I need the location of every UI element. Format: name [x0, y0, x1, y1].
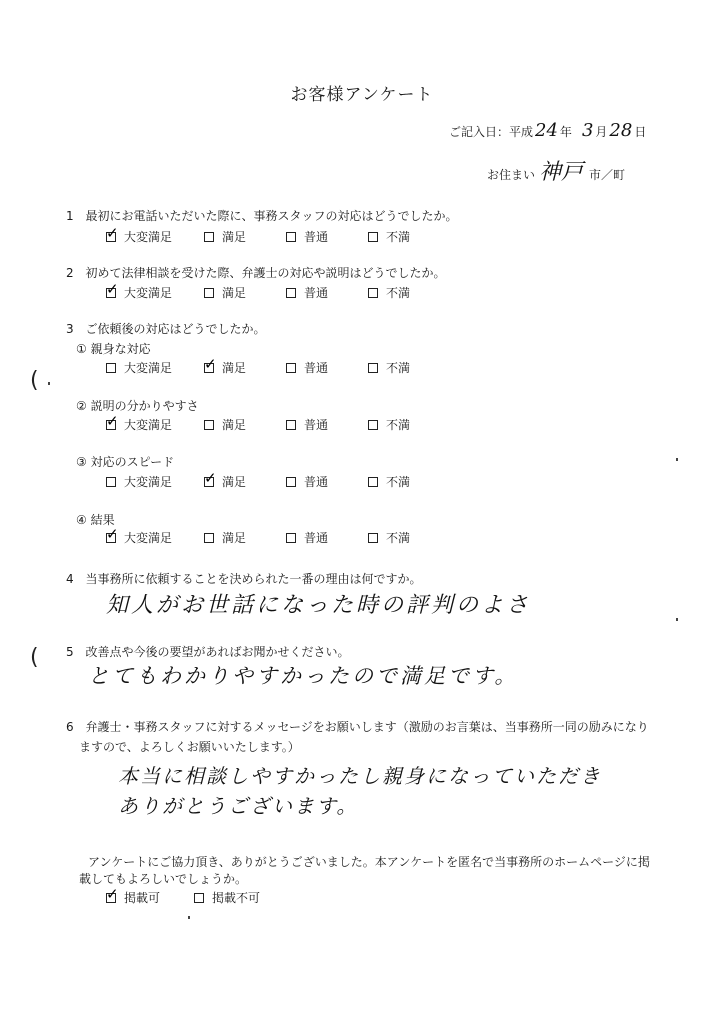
question-4 [66, 570, 421, 587]
checkbox-checked-icon[interactable] [106, 533, 116, 543]
entry-date-year-unit: 年 [559, 125, 572, 139]
option-label: 満足 [222, 531, 247, 545]
scan-speck [676, 458, 678, 461]
option-label: 大変満足 [124, 361, 173, 375]
option-label: 不満 [386, 230, 411, 244]
question-4-number: 4 [66, 572, 74, 586]
question-6-number: 6 [66, 720, 74, 734]
q1-option-very-satisfied[interactable] [106, 228, 182, 245]
option-label: 普通 [304, 418, 329, 432]
option-label: 大変満足 [124, 286, 173, 300]
question-6-answer-line1[interactable]: 本当に相談しやすかったし親身になっていただき [118, 764, 602, 788]
question-6-answer-line2[interactable]: ありがとうございます。 [118, 794, 359, 818]
option-label: 不満 [386, 531, 411, 545]
option-label: 普通 [304, 531, 329, 545]
checkbox-icon[interactable] [286, 420, 296, 430]
checkbox-icon[interactable] [194, 893, 204, 903]
option-label: 満足 [222, 230, 247, 244]
entry-date [449, 120, 646, 141]
question-1 [66, 207, 457, 224]
q3-sub2-option-dissatisfied[interactable] [368, 416, 428, 433]
question-2 [66, 264, 445, 281]
q3-sub1-option-dissatisfied[interactable] [368, 359, 428, 376]
option-label: 普通 [304, 286, 329, 300]
page-title: お客様アンケート [290, 85, 434, 105]
question-6-line1 [66, 718, 649, 735]
q3-sub4-option-satisfied[interactable] [204, 529, 264, 546]
scan-speck [676, 618, 678, 621]
q3-sub3-option-very-satisfied[interactable] [106, 473, 182, 490]
q3-sub4-option-normal[interactable] [286, 529, 346, 546]
q3-sub3-option-satisfied[interactable] [204, 473, 264, 490]
checkbox-icon[interactable] [204, 232, 214, 242]
q3-sub2-option-very-satisfied[interactable] [106, 416, 182, 433]
q2-option-dissatisfied[interactable] [368, 284, 428, 301]
checkbox-checked-icon[interactable] [106, 420, 116, 430]
checkbox-icon[interactable] [286, 288, 296, 298]
q1-option-normal[interactable] [286, 228, 346, 245]
q3-sub3-options [106, 473, 450, 490]
closing-line1: アンケートにご協力頂き、ありがとうございました。本アンケートを匿名で当事務所のホームページに掲 [88, 855, 650, 869]
option-label: 満足 [222, 286, 247, 300]
question-3 [66, 320, 265, 337]
question-2-options [106, 284, 450, 301]
checkbox-icon[interactable] [368, 232, 378, 242]
question-2-text: 初めて法律相談を受けた際、弁護士の対応や説明はどうでしたか。 [85, 266, 446, 280]
question-3-text: ご依頼後の対応はどうでしたか。 [85, 322, 266, 336]
option-label: 普通 [304, 475, 329, 489]
checkbox-icon[interactable] [286, 477, 296, 487]
q2-option-normal[interactable] [286, 284, 346, 301]
q3-sub3-option-normal[interactable] [286, 473, 346, 490]
option-label: 普通 [304, 361, 329, 375]
publish-options [106, 889, 282, 906]
entry-date-day: 28 [609, 120, 633, 141]
option-label: 掲載可 [124, 891, 161, 905]
question-5-number: 5 [66, 645, 74, 659]
q1-option-satisfied[interactable] [204, 228, 264, 245]
option-label: 不満 [386, 286, 411, 300]
q3-sub2-label: ② 説明の分かりやすさ [76, 399, 199, 413]
address-city: 神戸 [539, 160, 584, 185]
q3-sub4-option-dissatisfied[interactable] [368, 529, 428, 546]
checkbox-icon[interactable] [368, 477, 378, 487]
checkbox-icon[interactable] [106, 477, 116, 487]
question-5-text: 改善点や今後の要望があればお聞かせください。 [85, 645, 350, 659]
checkbox-icon[interactable] [286, 533, 296, 543]
q3-sub2-option-satisfied[interactable] [204, 416, 264, 433]
question-4-text: 当事務所に依頼することを決められた一番の理由は何ですか。 [85, 572, 422, 586]
address [487, 155, 625, 186]
option-label: 大変満足 [124, 230, 173, 244]
q3-sub4-options [106, 529, 450, 546]
option-label: 大変満足 [124, 475, 173, 489]
checkbox-checked-icon[interactable] [106, 288, 116, 298]
checkbox-icon[interactable] [368, 288, 378, 298]
entry-date-month: 3 [581, 120, 594, 141]
entry-date-day-unit: 日 [634, 125, 647, 139]
checkbox-checked-icon[interactable] [106, 893, 116, 903]
q3-sub1-options [106, 359, 450, 376]
q3-sub1-option-satisfied[interactable] [204, 359, 264, 376]
q2-option-satisfied[interactable] [204, 284, 264, 301]
checkbox-icon[interactable] [204, 288, 214, 298]
entry-date-year: 24 [535, 120, 558, 141]
question-3-number: 3 [66, 322, 74, 336]
option-label: 大変満足 [124, 531, 173, 545]
option-label: 満足 [222, 361, 247, 375]
checkbox-checked-icon[interactable] [204, 363, 214, 373]
entry-date-month-unit: 月 [595, 125, 608, 139]
checkbox-icon[interactable] [204, 420, 214, 430]
checkbox-icon[interactable] [286, 363, 296, 373]
checkbox-icon[interactable] [204, 533, 214, 543]
checkbox-icon[interactable] [368, 533, 378, 543]
margin-mark: ( [30, 368, 39, 393]
question-1-options [106, 228, 450, 245]
option-label: 満足 [222, 418, 247, 432]
question-5 [66, 643, 349, 660]
checkbox-icon[interactable] [368, 420, 378, 430]
checkbox-checked-icon[interactable] [204, 477, 214, 487]
question-6-text-line2: ますので、よろしくお願いいたします。） [79, 740, 300, 754]
question-5-answer[interactable]: とてもわかりやすかったので満足です。 [88, 664, 519, 688]
publish-ok-option[interactable] [106, 889, 172, 906]
closing-line2: 載してもよろしいでしょうか。 [79, 872, 248, 886]
q1-option-dissatisfied[interactable] [368, 228, 428, 245]
option-label: 大変満足 [124, 418, 173, 432]
publish-ng-option[interactable] [194, 889, 260, 906]
question-6-text-line1: 弁護士・事務スタッフに対するメッセージをお願いします（激励のお言葉は、当事務所一同の励みになり [85, 720, 649, 734]
q3-sub3-label: ③ 対応のスピード [76, 455, 175, 469]
question-1-number: 1 [66, 209, 74, 223]
scan-speck [188, 916, 190, 919]
option-label: 不満 [386, 418, 411, 432]
checkbox-icon[interactable] [106, 363, 116, 373]
scan-speck [48, 382, 50, 385]
address-label: お住まい [487, 168, 536, 182]
option-label: 不満 [386, 361, 411, 375]
q3-sub4-option-very-satisfied[interactable] [106, 529, 182, 546]
q3-sub1-option-very-satisfied[interactable] [106, 359, 182, 376]
option-label: 不満 [386, 475, 411, 489]
option-label: 満足 [222, 475, 247, 489]
address-suffix: 市／町 [589, 168, 626, 182]
q3-sub1-option-normal[interactable] [286, 359, 346, 376]
question-4-answer[interactable]: 知人がお世話になった時の評判のよさ [106, 593, 532, 618]
entry-date-prefix: ご記入日：平成 [449, 125, 534, 139]
q3-sub3-option-dissatisfied[interactable] [368, 473, 428, 490]
checkbox-checked-icon[interactable] [106, 232, 116, 242]
option-label: 掲載不可 [212, 891, 261, 905]
checkbox-icon[interactable] [286, 232, 296, 242]
question-2-number: 2 [66, 266, 74, 280]
q3-sub2-options [106, 416, 450, 433]
option-label: 普通 [304, 230, 329, 244]
margin-mark: ( [30, 645, 39, 670]
q3-sub4-label: ④ 結果 [76, 513, 115, 527]
q2-option-very-satisfied[interactable] [106, 284, 182, 301]
q3-sub1-label: ① 親身な対応 [76, 342, 151, 356]
question-1-text: 最初にお電話いただいた際に、事務スタッフの対応はどうでしたか。 [85, 209, 458, 223]
checkbox-icon[interactable] [368, 363, 378, 373]
q3-sub2-option-normal[interactable] [286, 416, 346, 433]
